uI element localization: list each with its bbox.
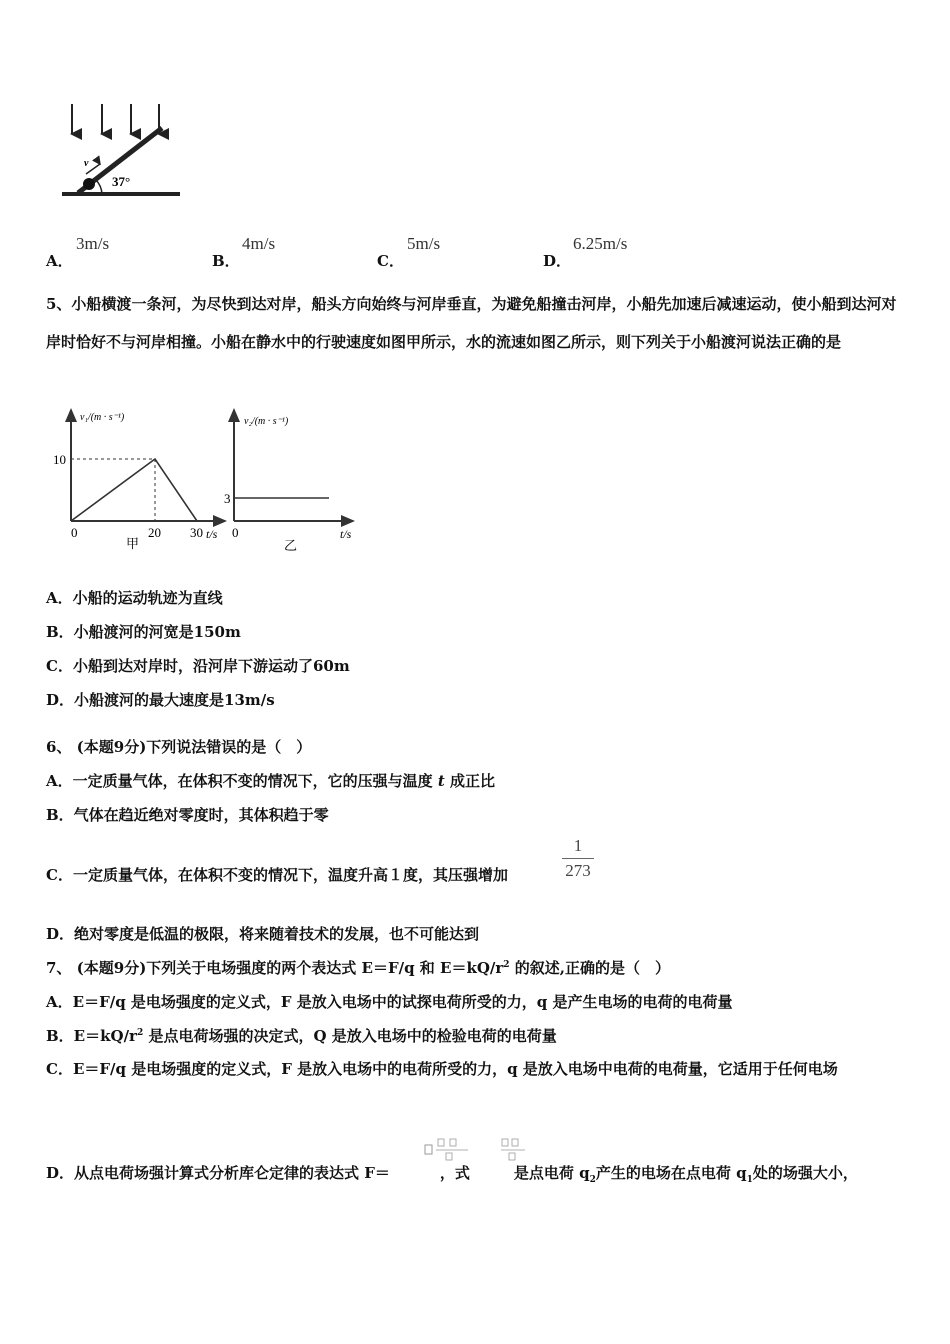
q6-fraction	[562, 836, 594, 881]
chart2-x-tick-label: 0	[232, 525, 239, 540]
chart1-x-tick-label: 30	[190, 525, 203, 540]
q5-charts	[40, 402, 370, 560]
chart2-ylabel: v₂/(m · s⁻¹)	[244, 416, 289, 427]
velocity-label: v	[84, 158, 89, 169]
chart1-x-tick-label: 20	[148, 525, 161, 540]
chart1-title: 甲	[126, 536, 140, 551]
q6-option-c: C．一定质量气体，在体积不变的情况下，温度升高１度，其压强增加	[46, 866, 508, 884]
q4-option-a-value: 3m/s	[76, 234, 110, 253]
chart2-y-tick-label: 3	[224, 491, 231, 506]
q4-option-c-letter: C．	[377, 252, 404, 270]
chart1-y-tick-label: 10	[53, 452, 66, 467]
chart2-xlabel: t/s	[340, 527, 352, 541]
chart1-series-line	[71, 459, 197, 521]
chart1-x-tick-label: 0	[71, 525, 78, 540]
q4-option-c-value: 5m/s	[407, 234, 441, 253]
q7-option-c: C．E＝F/q 是电场强度的定义式，F 是放入电场中的电荷所受的力，q 是放入电场中电荷的电荷量，它适用于任何电场	[46, 1060, 838, 1078]
q6-option-b: B．气体在趋近绝对零度时，其体积趋于零	[46, 806, 329, 824]
fraction-denominator: 273	[565, 861, 591, 880]
q4-option-b-letter: B．	[212, 252, 240, 270]
q5-option-a: A．小船的运动轨迹为直线	[46, 589, 223, 607]
q4-option-d-letter: D．	[543, 252, 572, 270]
q4-option-a-letter: A．	[46, 252, 73, 270]
fraction-numerator: 1	[573, 836, 583, 855]
q5-option-b: B．小船渡河的河宽是150m	[46, 623, 241, 641]
incline-figure	[58, 98, 188, 206]
q4-option-d-value: 6.25m/s	[573, 234, 628, 253]
ball	[83, 178, 95, 190]
q6-stem: 6、 (本题9分)下列说法错误的是（ ）	[46, 738, 312, 756]
q5-option-d: D．小船渡河的最大速度是13m/s	[46, 691, 275, 709]
chart1-ylabel: v₁/(m · s⁻¹)	[80, 412, 125, 423]
q6-option-d: D．绝对零度是低温的极限，将来随着技术的发展，也不可能达到	[46, 925, 480, 943]
q5-option-c: C．小船到达对岸时，沿河岸下游运动了60m	[46, 657, 350, 675]
chart2-title: 乙	[284, 538, 298, 553]
q7-option-a: A．E＝F/q 是电场强度的定义式，F 是放入电场中的试探电荷所受的力，q 是产生电场的电荷的电荷量	[46, 993, 733, 1011]
formula-q2-r2-image	[499, 1138, 529, 1168]
chart1-xlabel: t/s	[206, 527, 218, 541]
angle-label: 37°	[112, 174, 131, 189]
q7-option-d: D．从点电荷场强计算式分析库仑定律的表达式 F＝ ，式 是点电荷 $q_2$产生的电场在点电荷 $q_1$处的场强大小，	[46, 1164, 858, 1185]
q7-stem: 7、 (本题9分)下列关于电场强度的两个表达式 E＝F/q 和 $E=kQ/r^2$ 的叙述,正确的是（ ）	[46, 959, 671, 977]
formula-kq1q2-r2-image	[424, 1138, 474, 1174]
q7-option-b: B．$E=kQ/r^2$ 是点电荷场强的决定式，Q 是放入电场中的检验电荷的电荷量	[46, 1027, 557, 1045]
q4-option-b-value: 4m/s	[242, 234, 276, 253]
angle-arc	[96, 180, 102, 194]
q6-option-a: A．一定质量气体，在体积不变的情况下，它的压强与温度 t 成正比	[46, 772, 496, 790]
q5-stem: 5、小船横渡一条河，为尽快到达对岸，船头方向始终与河岸垂直，为避免船撞击河岸，小船先加速后减速运动，使小船到达河对岸时恰好不与河岸相撞。小船在静水中的行驶速度如图甲所示，水的流速如图乙所示，则下列关于小船渡河说法正确的是	[46, 295, 897, 351]
